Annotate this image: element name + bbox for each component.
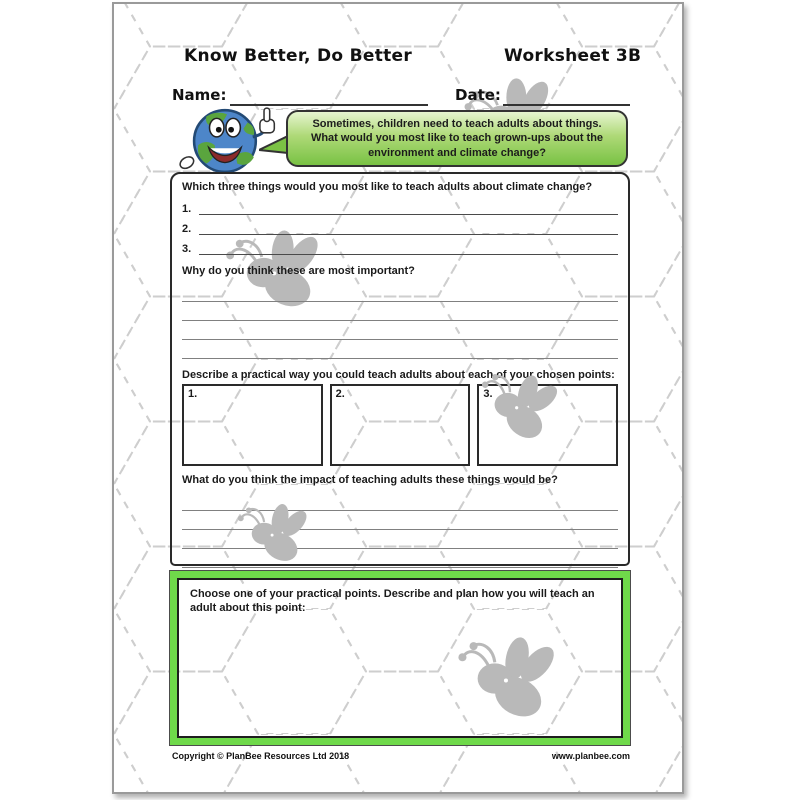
answer-line	[182, 340, 618, 359]
practical-box-2	[330, 384, 471, 466]
question-three-things: Which three things would you most like to teach adults about climate change?	[182, 181, 593, 193]
bee-silhouette-icon	[235, 503, 315, 565]
answer-row-1	[182, 195, 618, 215]
speech-bubble	[286, 110, 628, 167]
question-impact: What do you think the impact of teaching adults these things would be?	[182, 474, 558, 487]
speech-bubble-tail	[259, 134, 289, 156]
answer-row-2	[182, 215, 618, 235]
box-number: 1.	[188, 388, 198, 401]
speech-bubble-text: Sometimes, children need to teach adults about things. What would you most like to teach grown-ups about the environment and climate change?	[310, 117, 604, 159]
practical-box-1	[182, 384, 323, 466]
answer-line	[199, 234, 618, 255]
answer-line	[182, 283, 618, 302]
question-choose-point: Choose one of your practical points. Describe and plan how you will teach an adult about this point:	[190, 588, 595, 614]
box-number: 2.	[335, 388, 345, 401]
row-number: 1.	[182, 202, 192, 215]
answer-line	[182, 321, 618, 340]
website-link: www.planbee.com	[551, 751, 630, 761]
answer-line	[199, 214, 618, 235]
answer-line	[182, 302, 618, 321]
row-number: 3.	[182, 242, 192, 255]
box-number: 3.	[483, 388, 493, 401]
question-why-important: Why do you think these are most important?	[182, 264, 415, 277]
name-answer-line	[230, 86, 428, 106]
worksheet-page	[112, 2, 684, 794]
date-label: Date:	[455, 86, 501, 104]
date-answer-line	[503, 86, 630, 106]
bee-silhouette-icon	[454, 636, 566, 722]
name-label: Name:	[172, 86, 227, 104]
answer-row-3	[182, 235, 618, 255]
row-number: 2.	[182, 222, 192, 235]
lesson-title: Know Better, Do Better	[184, 46, 413, 66]
question-practical: Describe a practical way you could teach adults about each of your chosen points:	[182, 368, 615, 381]
bee-silhouette-icon	[471, 362, 569, 451]
copyright-text: Copyright © PlanBee Resources Ltd 2018	[172, 751, 350, 761]
worksheet-number: Worksheet 3B	[504, 46, 642, 66]
answer-line	[199, 194, 618, 215]
